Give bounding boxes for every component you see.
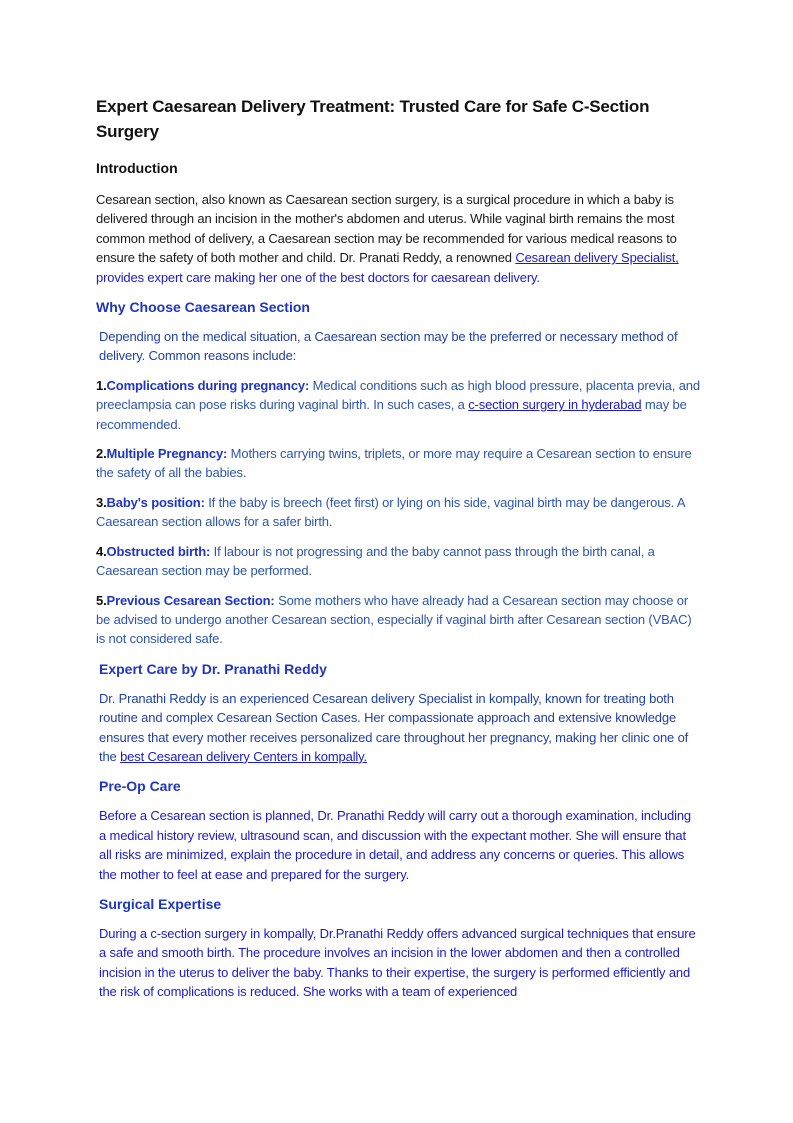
list-item <box>96 591 700 649</box>
cesarean-specialist-link[interactable]: Cesarean delivery Specialist, <box>515 250 679 266</box>
item-title: Obstructed birth: <box>106 543 211 559</box>
list-item <box>96 444 700 483</box>
c-section-hyderabad-link[interactable]: c-section surgery in hyderabad <box>468 397 642 413</box>
list-item <box>96 493 700 532</box>
intro-text-end: provides expert care making her one of the best doctors for caesarean delivery. <box>96 269 540 285</box>
surgical-heading: Surgical Expertise <box>99 895 222 912</box>
expert-heading: Expert Care by Dr. Pranathi Reddy <box>99 660 327 677</box>
intro-heading: Introduction <box>96 160 178 176</box>
list-item <box>96 376 700 434</box>
surgical-paragraph: During a c-section surgery in kompally, Dr.Pranathi Reddy offers advanced surgical techniques that ensure a safe and smooth birth. The procedure involves an incision in the lower abdomen and then a controlled incision in the uterus to deliver the baby. Thanks to their expertise, the surgery is performed efficiently and the risk of complications is reduced. She works with a team of experienced <box>99 925 696 1000</box>
item-text: If the baby is breech (feet first) or lying on his side, vaginal birth may be dangerous. A Caesarean section allows for a safer birth. <box>96 494 685 530</box>
intro-paragraph <box>96 190 700 287</box>
item-title: Complications during pregnancy: <box>106 377 310 393</box>
item-text: If labour is not progressing and the baby cannot pass through the birth canal, a Caesarean section may be performed. <box>96 543 655 579</box>
item-text: Medical conditions such as high blood pressure, placenta previa, and preeclampsia can pose risks during vaginal birth. In such cases, a <box>96 377 700 413</box>
item-text: Some mothers who have already had a Cesarean section may choose or be advised to undergo another Cesarean section, especially if vaginal birth after Cesarean section (VBAC) is not considered safe. <box>96 592 692 647</box>
item-number: 1. <box>96 377 107 393</box>
best-cesarean-centers-link[interactable]: best Cesarean delivery Centers in kompally. <box>120 748 368 764</box>
item-number: 3. <box>96 494 107 510</box>
preop-paragraph: Before a Cesarean section is planned, Dr. Pranathi Reddy will carry out a thorough examination, including a medical history review, ultrasound scan, and discussion with the expectant mother. She will ensure that all risks are minimized, explain the procedure in detail, and address any concerns or queries. This allows the mother to feel at ease and prepared for the surgery. <box>99 808 691 882</box>
preop-heading: Pre-Op Care <box>99 778 181 795</box>
item-title: Previous Cesarean Section: <box>106 592 275 608</box>
item-title: Multiple Pregnancy: <box>106 446 228 462</box>
document-content <box>96 94 700 1002</box>
item-number: 4. <box>96 543 107 559</box>
item-number: 2. <box>96 446 107 462</box>
expert-paragraph <box>96 689 700 767</box>
item-number: 5. <box>96 592 107 608</box>
expert-text: Dr. Pranathi Reddy is an experienced Cesarean delivery Specialist in kompally, known for treating both routine and complex Cesarean Section Cases. Her compassionate approach and extensive knowledge ensures that every mother receives personalized care throughout her pregnancy, making her clinic one of the <box>99 690 689 764</box>
intro-text: Cesarean section, also known as Caesarean section surgery, is a surgical procedure in which a baby is delivered through an incision in the mother's abdomen and uterus. While vaginal birth remains the most common method of delivery, a Caesarean section may be recommended for various medical reasons to ensure the safety of both mother and child. Dr. Pranati Reddy, a renowned <box>96 192 677 266</box>
item-text-end: may be recommended. <box>96 397 687 432</box>
reasons-list <box>96 376 700 649</box>
page-title: Expert Caesarean Delivery Treatment: Trusted Care for Safe C-Section Surgery <box>96 97 650 141</box>
why-lead: Depending on the medical situation, a Caesarean section may be the preferred or necessary method of delivery. Common reasons include: <box>99 329 678 364</box>
list-item <box>96 542 700 581</box>
item-text: Mothers carrying twins, triplets, or more may require a Cesarean section to ensure the safety of all the babies. <box>96 446 692 481</box>
item-title: Baby's position: <box>106 494 205 510</box>
why-heading: Why Choose Caesarean Section <box>96 299 310 316</box>
